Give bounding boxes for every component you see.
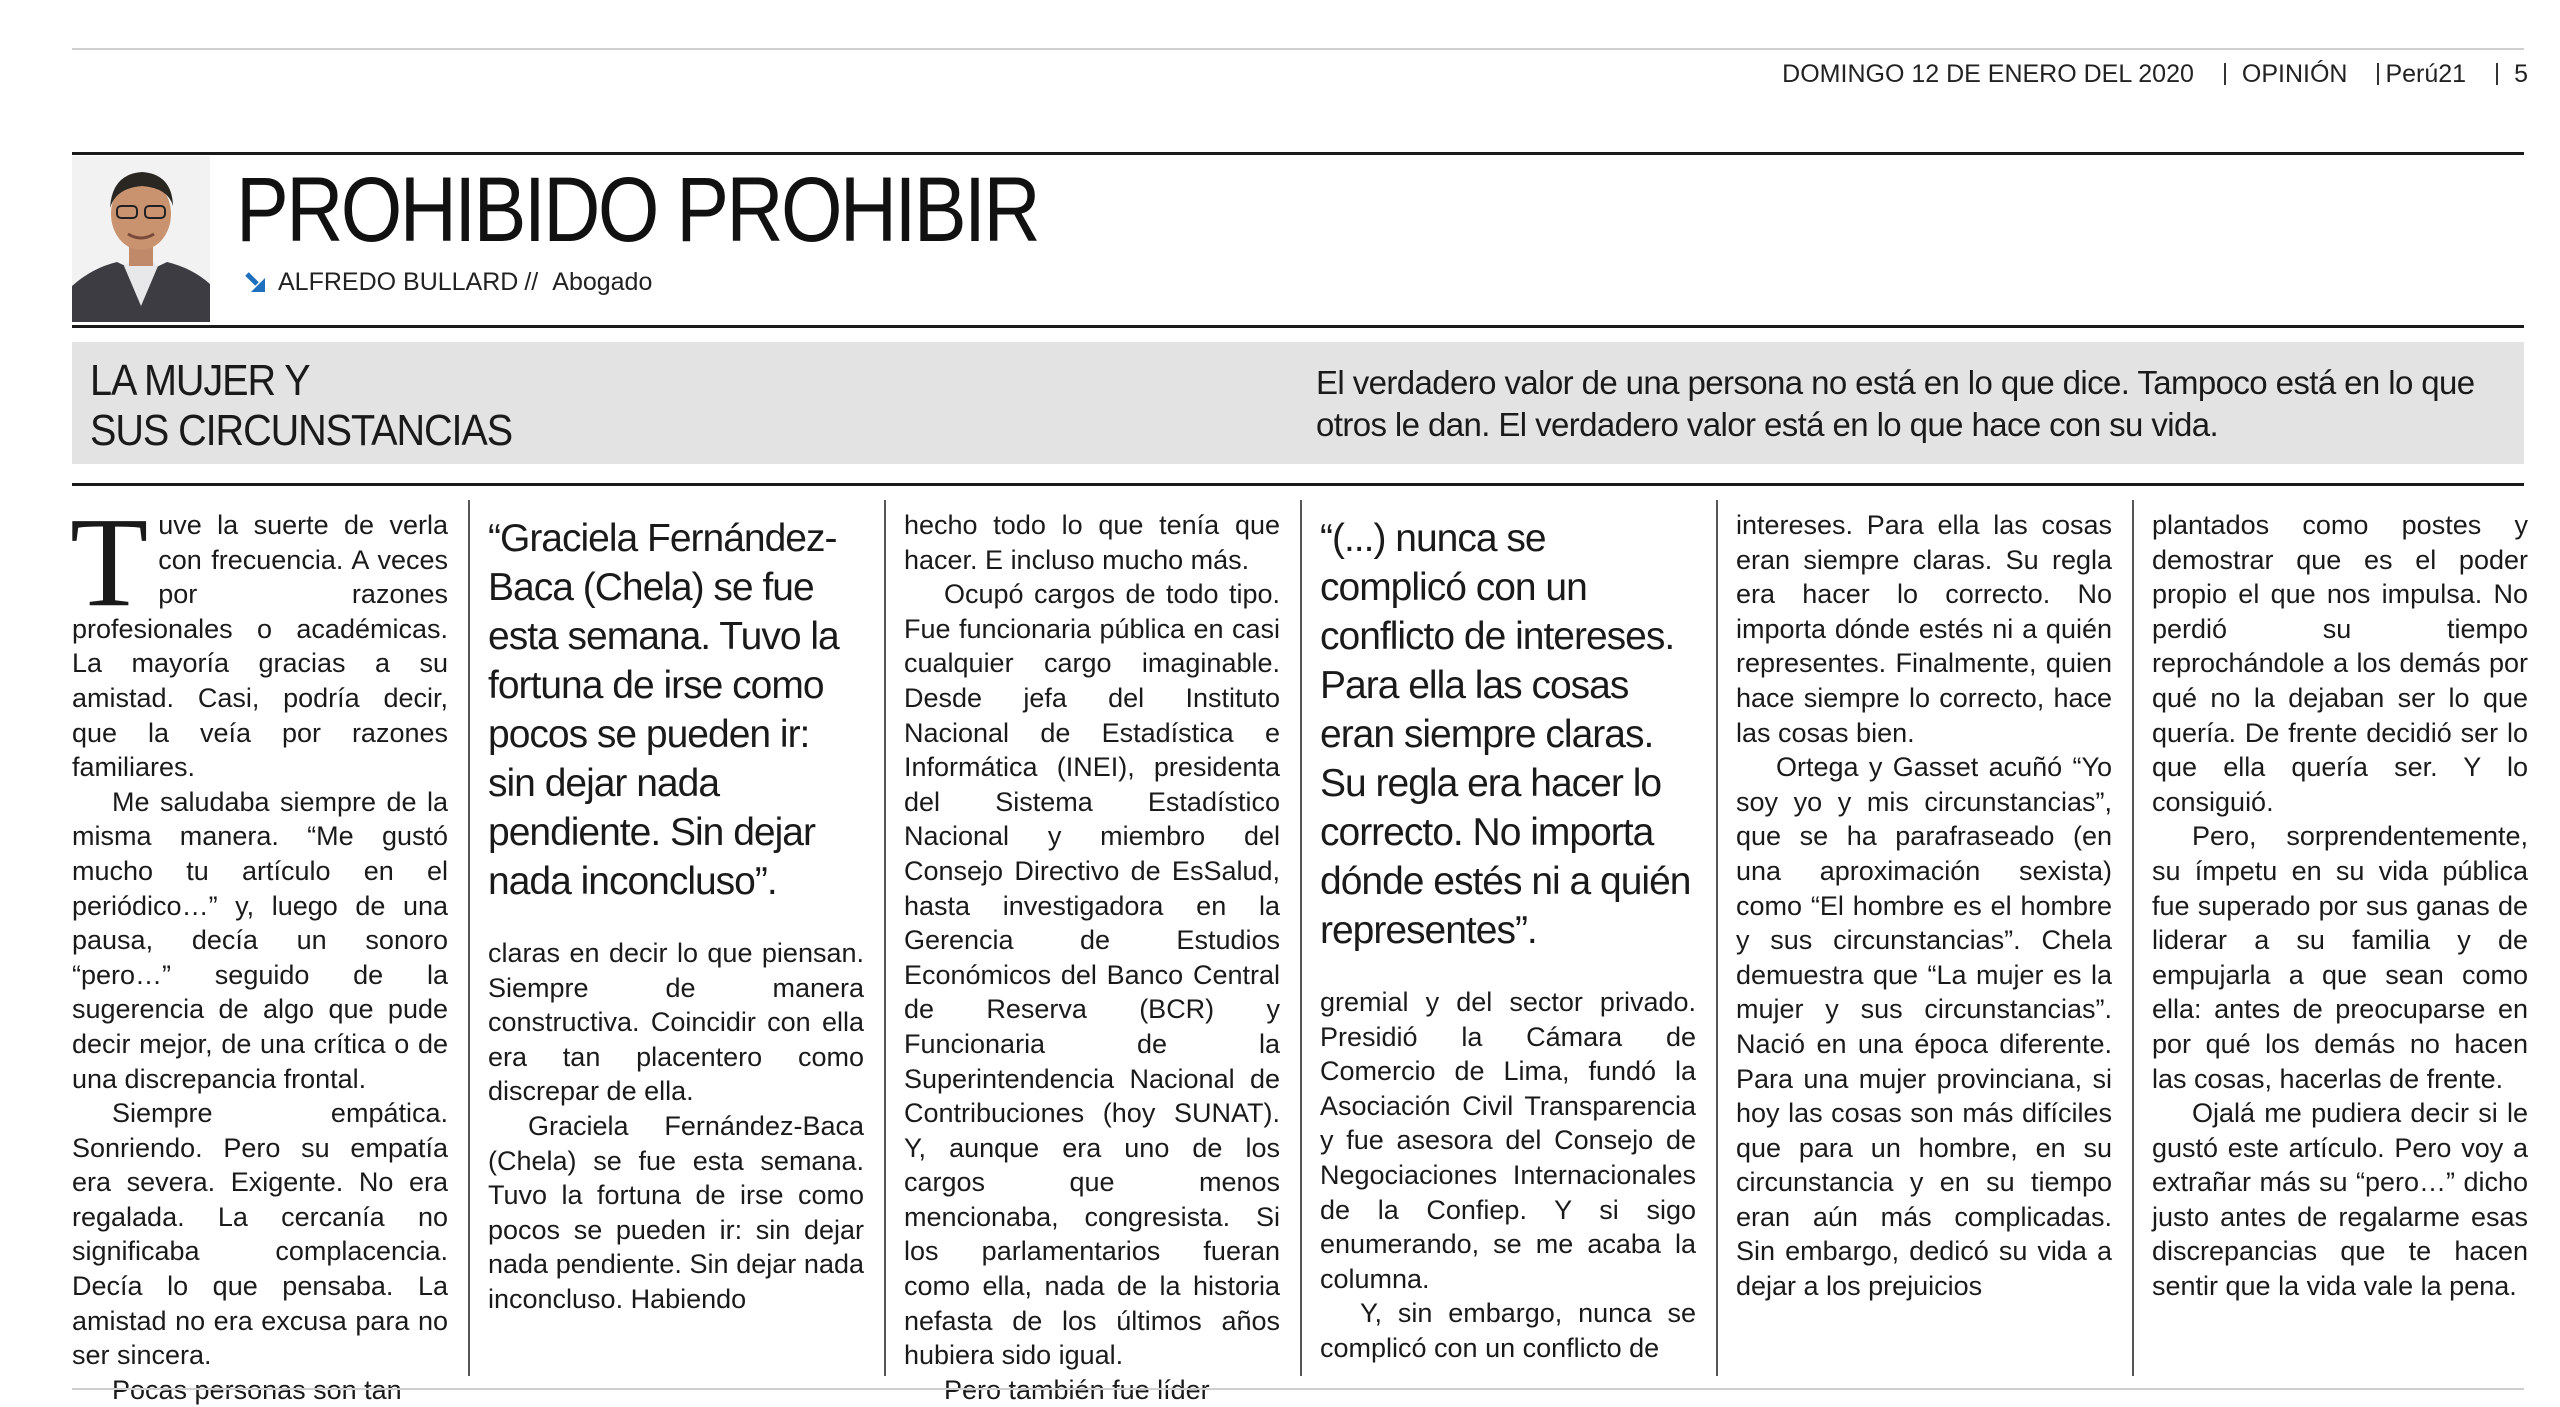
author-photo [72,156,210,322]
text-column-4 [1320,508,1696,1366]
header-bottom-rule [72,325,2524,328]
drop-cap: T [70,491,149,633]
column-divider [1716,500,1718,1376]
banner-bottom-rule [72,483,2524,486]
article-blurb: El verdadero valor de una persona no está en lo que dice. Tampoco está en lo que otros le dan. El verdadero valor está en lo que hace con su vida. [1316,364,2475,443]
bottom-rule [72,1388,2524,1390]
body-paragraph: Pero también fue líder [944,1374,1210,1405]
body-paragraph: intereses. Para ella las cosas eran siempre claras. Su regla era hacer lo correcto. No importa dónde estés ni a quién representes. Finalmente, quien hace siempre lo correcto, hace las cosas bien. [1736,510,2112,748]
body-paragraph: Tuve la suerte de verla con frecuencia. A veces por razones profesionales o académicas. La mayoría gracias a su amistad. Casi, podría decir, que la veía por razones familiares. [70,491,448,783]
top-rule [72,48,2524,50]
folio-separator [2377,63,2379,85]
pull-quote: “(...) nunca se complicó con un conflicto de intereses. Para ella las cosas eran siempre claras. Su regla era hacer lo correcto. No importa dónde estés ni a quién representes”. [1320,517,1691,952]
body-paragraph: Ortega y Gasset acuñó “Yo soy yo y mis circunstancias”, que se ha parafraseado (en una aproximación sexista) como “El hombre es el hombre y sus circunstancias”. Chela demuestra que “La mujer es la mujer y sus circunstancias”. Nació en una época diferente. Para una mujer provinciana, si hoy las cosas son más difíciles que para un hombre, en su circunstancia y en su tiempo eran aún más complicadas. Sin embargo, dedicó su vida a dejar a los prejuicios [1736,752,2112,1302]
column-divider [468,500,470,1376]
text-column-1 [70,491,448,1407]
article-headline [90,356,512,456]
column-divider [884,500,886,1376]
byline [244,268,652,297]
body-paragraph: Siempre empática. Sonriendo. Pero su empatía era severa. Exigente. No era regalada. La cercanía no significaba complacencia. Decía lo que pensaba. La amistad no era excusa para no ser sincera. [72,1098,448,1371]
body-paragraph: gremial y del sector privado. Presidió la Cámara de Comercio de Lima, fundó la Asociación Civil Transparencia y fue asesora del Consejo de Negociaciones Internacionales de la Confiep. Y si sigo enumerando, se me acaba la columna. [1320,987,1696,1294]
text-column-6 [2152,508,2528,1304]
body-paragraph: hecho todo lo que tenía que hacer. E incluso mucho más. [904,510,1280,575]
body-paragraph: Y, sin embargo, nunca se complicó con un conflicto de [1320,1298,1696,1363]
body-paragraph: Pocas personas son tan [112,1374,402,1405]
body-paragraph: Ojalá me pudiera decir si le gustó este artículo. Pero voy a extrañar más su “pero…” dicho justo antes de regalarme esas discrepancias que te hacen sentir que la vida vale la pena. [2152,1098,2528,1302]
column-divider [2132,500,2134,1376]
folio-separator [2224,63,2226,85]
body-paragraph: Pero, sorprendentemente, su ímpetu en su vida pública fue superado por sus ganas de liderar a su familia y de empujarla a que sean como ella: antes de preocuparse en por qué los demás no hacen las cosas, hacerlas de frente. [2152,821,2528,1094]
folio-paper: Perú21 [2385,59,2467,88]
column-title: PROHIBIDO PROHIBIR [236,159,1039,261]
folio-separator [2496,63,2498,85]
pull-quote: “Graciela Fernández-Baca (Chela) se fue esta semana. Tuvo la fortuna de irse como pocos se pueden ir: sin dejar nada pendiente. Sin dejar nada inconcluso”. [488,517,839,903]
folio [1782,56,2528,92]
header-rule [72,152,2524,155]
body-paragraph: Graciela Fernández-Baca (Chela) se fue esta semana. Tuvo la fortuna de irse como pocos se pueden ir: sin dejar nada pendiente. Sin dejar nada inconcluso. Habiendo [488,1110,864,1314]
text-column-5 [1736,508,2112,1304]
body-paragraph: Ocupó cargos de todo tipo. Fue funcionaria pública en casi cualquier cargo imaginable. Desde jefa del Instituto Nacional de Estadística e Informática (INEI), presidenta del Sistema Estadístico Nacional y miembro del Consejo Directivo de EsSalud, hasta investigadora en la Gerencia de Estudios Económicos del Banco Central de Reserva (BCR) y Funcionaria de la Superintendencia Nacional de Contribuciones (hoy SUNAT). Y, aunque era uno de los cargos que menos mencionaba, congresista. Si los parlamentarios fueran como ella, nada de la historia nefasta de los últimos años hubiera sido igual. [904,579,1280,1371]
folio-date: DOMINGO 12 DE ENERO DEL 2020 [1782,59,2194,88]
author-role: Abogado [552,268,653,296]
arrow-down-right-icon [244,271,268,295]
text-column-3 [904,508,1280,1407]
body-paragraph: plantados como postes y demostrar que es el poder propio el que nos impulsa. No perdió su tiempo reprochándole a los demás por qué no la dejaban ser lo que quería. De frente decidió ser lo que ella quería ser. Y lo consiguió. [2152,510,2528,817]
author-name: ALFREDO BULLARD [278,268,519,296]
headline-line: LA MUJER Y [90,356,310,405]
text-column-2 [488,508,864,1317]
body-paragraph: claras en decir lo que piensan. Siempre de manera constructiva. Coincidir con ella era tan placentero como discrepar de ella. [488,938,864,1107]
folio-section: OPINIÓN [2241,59,2348,88]
headline-line: SUS CIRCUNSTANCIAS [90,406,513,455]
folio-page-number: 5 [2514,59,2528,88]
byline-separator: // [524,268,539,296]
column-divider [1300,500,1302,1376]
body-paragraph: Me saludaba siempre de la misma manera. “Me gustó mucho tu artículo en el periódico…” y, luego de una pausa, decía un sonoro “pero…” seguido de la sugerencia de algo que pude decir mejor, de una crítica o de una discrepancia frontal. [72,786,448,1094]
